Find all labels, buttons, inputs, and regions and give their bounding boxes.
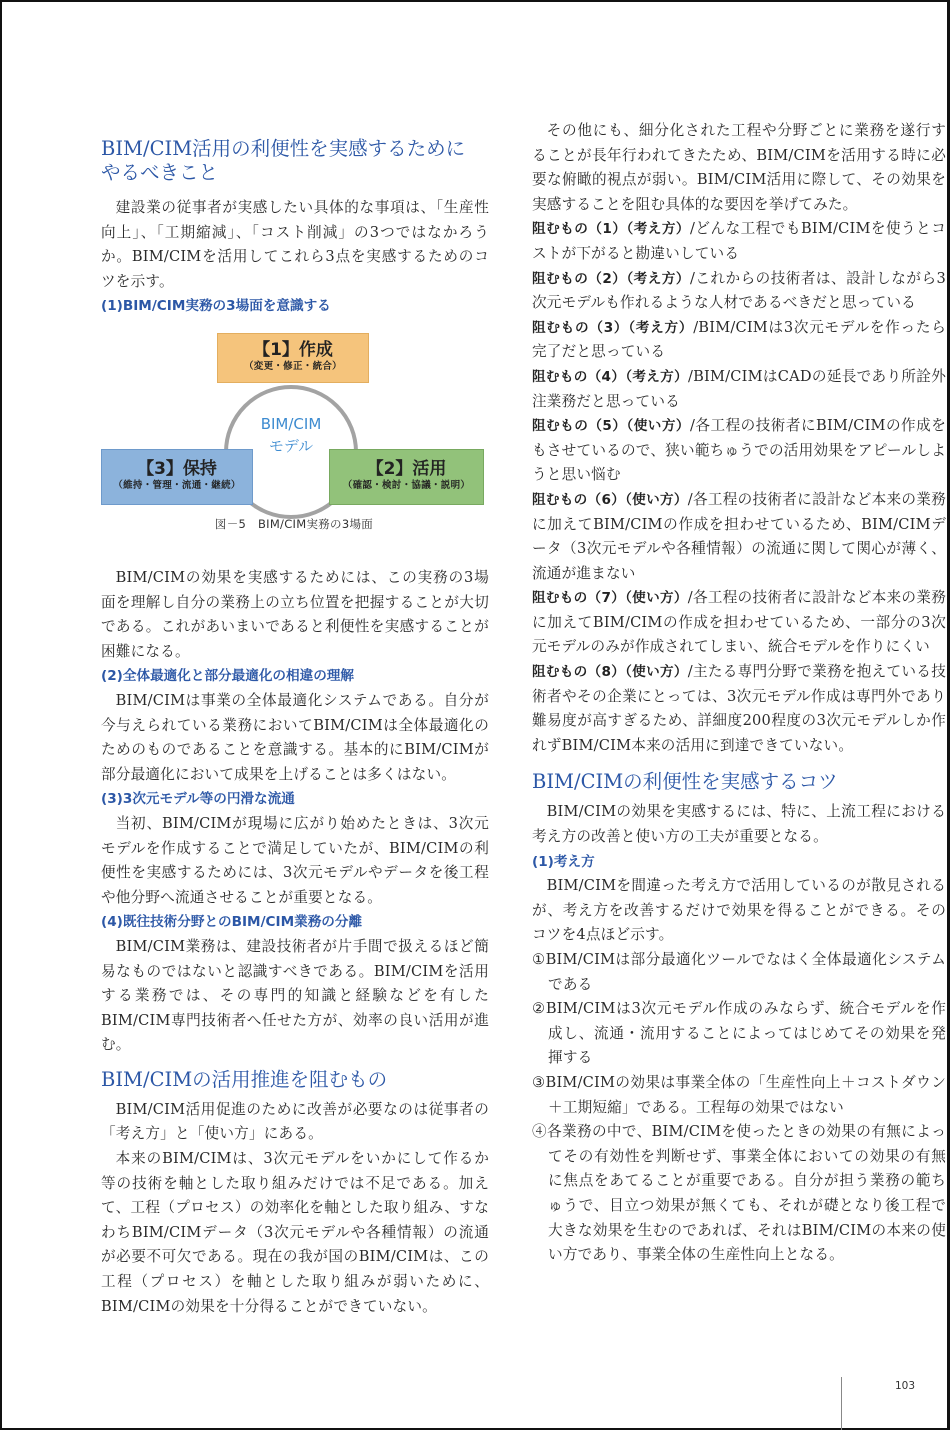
figure-caption: 図－5 BIM/CIM実務の3場面 — [214, 517, 374, 531]
tip-item: ①BIM/CIMは部分最適化ツールでなはく全体最適化システムである — [532, 951, 946, 993]
center-label-line-1: BIM/CIM — [260, 415, 322, 433]
page-number: 103 — [894, 1380, 916, 1392]
obstacle-lead: 阻むもの（1）（考え方） — [532, 221, 691, 238]
figure-three-scenes — [101, 333, 487, 533]
obstacle-item — [532, 217, 946, 266]
obstacle-lead: 阻むもの（6）（使い方） — [532, 491, 688, 508]
obstacle-item — [532, 365, 946, 414]
obstacle-text: /主たる専門分野で業務を抱えている技術者やその企業にとっては、3次元モデル作成は専門外であり難易度が高すぎるため、詳細度200程度の3次元モデルしか作れずBIM/CIM本来の活用に到達できていない。 — [532, 663, 946, 754]
center-label-line-2: モデル — [268, 437, 314, 455]
obstacle-text: /各工程の技術者に設計など本来の業務に加えてBIM/CIMの作成を担わせているため、BIM/CIMデータ（3次元モデルや各種情報）の流通に関して関心が薄く、流通が進まない — [532, 490, 946, 582]
footer-divider — [841, 1377, 842, 1430]
paragraph-other-factors: その他にも、細分化された工程や分野ごとに業務を遂行することが長年行われてきたため、BIM/CIMを活用する時に必要な俯瞰的視点が弱い。BIM/CIM活用に際して、その効果を実感することを阻む具体的な要因を挙げてみた。 — [532, 122, 946, 213]
obstacle-lead: 阻むもの（2）（考え方） — [532, 270, 690, 287]
paragraph-intro: 建設業の従事者が実感したい具体的な事項は、「生産性向上」、「工期縮減」、「コスト削減」の3つではなかろうか。BIM/CIMを活用してこれら3点を実感するためのコツを示す。 — [101, 199, 489, 290]
box-create-sub: （変更・修正・統合） — [243, 361, 342, 372]
subheading-thinking: (1)考え方 — [532, 853, 595, 870]
paragraph-tips-intro: BIM/CIMの効果を実感するには、特に、上流工程における考え方の改善と使い方の工夫が重要となる。 — [532, 803, 946, 846]
box-maintain-title: 【3】保持 — [137, 459, 217, 479]
obstacle-item — [532, 586, 946, 660]
tips-list — [532, 948, 946, 1268]
tip-item: ③BIM/CIMの効果は事業全体の「生産性向上＋コストダウン＋工期短縮」である。工程毎の効果ではない — [532, 1073, 946, 1116]
tip-item: ④各業務の中で、BIM/CIMを使ったときの効果の有無によってその有効性を判断せず、事業全体においての効果の有無に焦点をあてることが重要である。自分が担う業務の範ちゅうで、目立つ効果が無くても、それが礎となり後工程で大きな効果を生むのであれば、それはBIM/CIMの本来の使い方であり、事業全体の生産性向上となる。 — [532, 1123, 946, 1264]
obstacle-item — [532, 316, 946, 365]
paragraph-obstacles-body: 本来のBIM/CIMは、3次元モデルをいかにして作るか等の技術を軸とした取り組みだけでは不足である。加えて、工程（プロセス）の効率化を軸とした取り組み、すなわちBIM/CIMデータ（3次元モデルや各種情報）の流通が必要不可欠である。現在の我が国のBIM/CIMは、この工程（プロセス）を軸とした取り組みが弱いために、BIM/CIMの効果を十分得ることができていない。 — [101, 1150, 489, 1315]
subheading-separation: (4)既往技術分野とのBIM/CIM業務の分離 — [101, 914, 363, 931]
box-create — [217, 333, 369, 383]
obstacle-text: /各工程の技術者にBIM/CIMの作成をもさせているので、狭い範ちゅうでの活用効果をアピールしようと思い悩む — [532, 417, 946, 484]
obstacle-item — [532, 488, 946, 586]
subheading-three-scenes: (1)BIM/CIM実務の3場面を意識する — [101, 298, 331, 315]
obstacle-text: /どんな工程でもBIM/CIMを使うとコストが下がると勘違いしている — [532, 220, 946, 262]
subheading-optimization: (2)全体最適化と部分最適化の相違の理解 — [101, 668, 354, 685]
paragraph-flow: 当初、BIM/CIMが現場に広がり始めたときは、3次元モデルを作成することで満足していたが、BIM/CIMの利便性を実感するためには、3次元モデルやデータを後工程や他分野へ流通させることが重要となる。 — [101, 814, 489, 906]
paragraph-thinking: BIM/CIMを間違った考え方で活用しているのが散見されるが、考え方を改善するだけで効果を得ることができる。そのコツを4点ほど示す。 — [532, 877, 946, 944]
obstacle-lead: 阻むもの（3）（考え方） — [532, 319, 694, 336]
box-maintain-sub: （維持・管理・流通・継続） — [113, 480, 241, 491]
obstacle-item — [532, 660, 946, 758]
obstacle-lead: 阻むもの（4）（考え方） — [532, 368, 689, 385]
paragraph-optimization: BIM/CIMは事業の全体最適化システムである。自分が今与えられている業務においてBIM/CIMは全体最適化のためのものであることを意識する。基本的にBIM/CIMが部分最適化において成果を上げることは多くはない。 — [101, 691, 489, 783]
tip-item: ②BIM/CIMは3次元モデル作成のみならず、統合モデルを作成し、流通・流用することによってはじめてその効果を発揮する — [532, 1000, 946, 1067]
obstacle-lead: 阻むもの（8）（使い方） — [532, 664, 688, 681]
box-utilize — [329, 449, 484, 505]
obstacle-text: /BIM/CIMはCADの延長であり所詮外注業務だと思っている — [532, 367, 947, 410]
paragraph-three-scenes: BIM/CIMの効果を実感するためには、この実務の3場面を理解し自分の業務上の立ち位置を把握することが大切である。これがあいまいであると利便性を実感することが困難になる。 — [101, 569, 489, 660]
subheading-flow: (3)3次元モデル等の円滑な流通 — [101, 791, 295, 808]
heading-obstacles: BIM/CIMの活用推進を阻むもの — [101, 1067, 388, 1091]
obstacle-lead: 阻むもの（7）（使い方） — [532, 590, 688, 607]
heading-use-benefits: BIM/CIM活用の利便性を実感するために やるべきこと — [101, 137, 466, 184]
box-create-title: 【1】作成 — [253, 340, 333, 360]
obstacle-item — [532, 267, 946, 316]
box-maintain — [101, 449, 253, 505]
paragraph-separation: BIM/CIM業務は、建設技術者が片手間で扱えるほど簡易なものではないと認識すべきである。BIM/CIMを活用する業務では、その専門的知識と経験などを有したBIM/CIM専門技術者へ任せた方が、効率の良い活用が進む。 — [101, 937, 489, 1054]
box-utilize-sub: （確認・検討・協議・説明） — [342, 480, 471, 491]
obstacle-item — [532, 414, 946, 488]
box-utilize-title: 【2】活用 — [366, 459, 447, 479]
obstacle-text: /各工程の技術者に設計など本来の業務に加えてBIM/CIMの作成を担わせているため、一部分の3次元モデルのみが作成されてしまい、統合モデルを作りにくい — [532, 589, 946, 656]
heading-tips: BIM/CIMの利便性を実感するコツ — [532, 770, 838, 794]
paragraph-obstacles-intro: BIM/CIM活用促進のために改善が必要なのは従事者の「考え方」と「使い方」にある。 — [101, 1100, 489, 1143]
obstacle-text: /BIM/CIMは3次元モデルを作ったら完了だと思っている — [532, 318, 947, 361]
obstacle-lead: 阻むもの（5）（使い方） — [532, 418, 691, 435]
obstacle-list — [532, 217, 946, 758]
obstacle-text: /これからの技術者は、設計しながら3次元モデルも作れるような人材であるべきだと思っている — [532, 269, 947, 312]
